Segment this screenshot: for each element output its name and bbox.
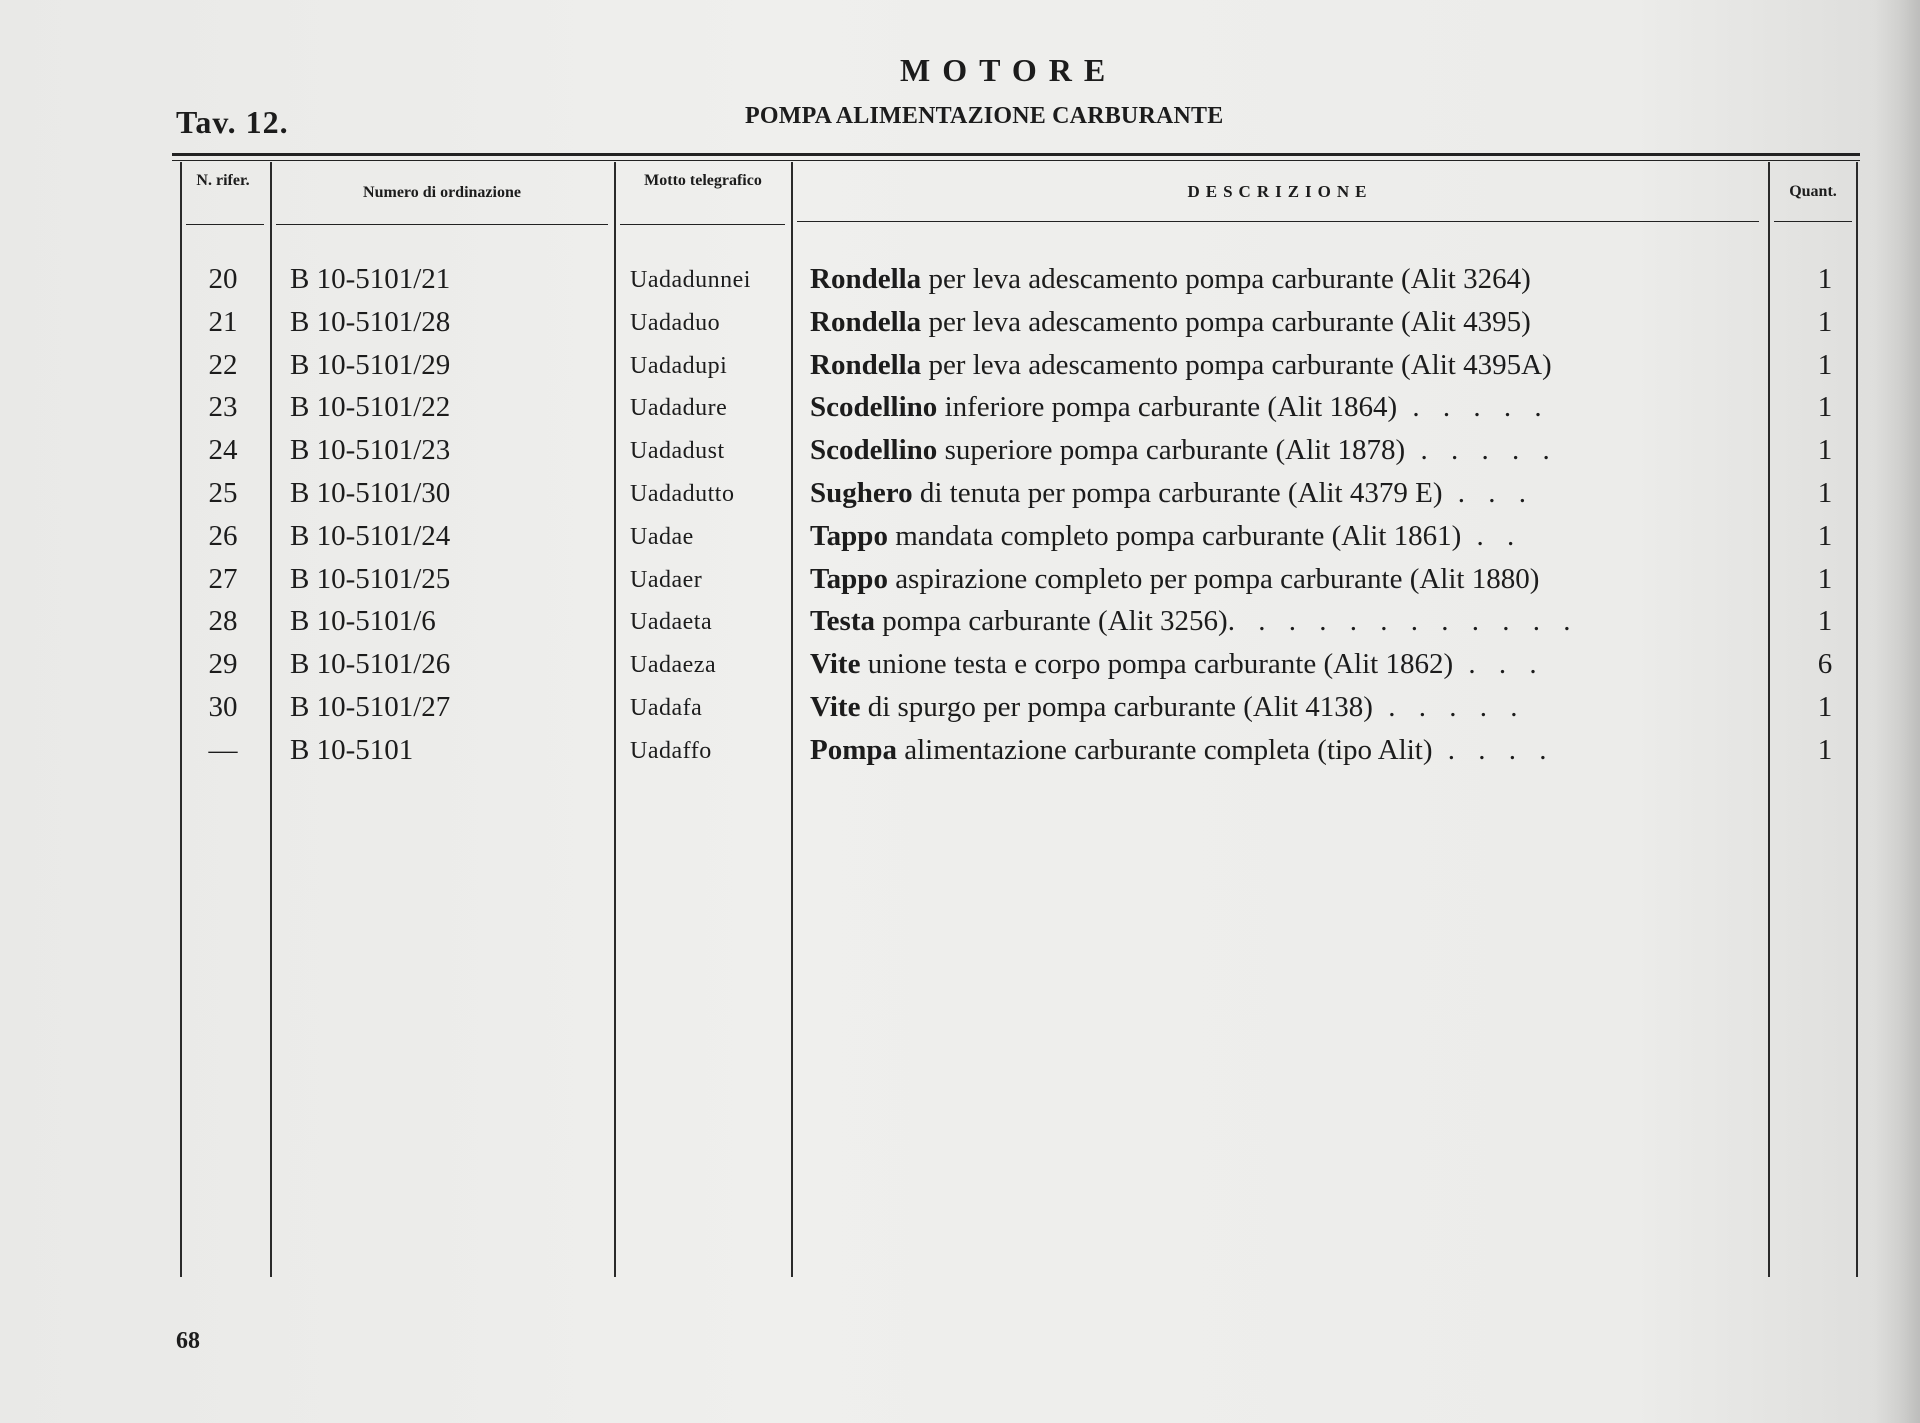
description-text: inferiore pompa carburante (Alit 1864): [937, 391, 1398, 424]
description-text: superiore pompa carburante (Alit 1878): [937, 434, 1406, 467]
order-number: B 10-5101: [290, 733, 414, 766]
table-row: [0, 563, 1920, 606]
table-row: [0, 306, 1920, 349]
header-underline-order: [276, 224, 608, 225]
header-underline-desc: [797, 221, 1759, 222]
description-term: Scodellino: [810, 391, 938, 424]
table-row: [0, 520, 1920, 563]
description: [810, 477, 1748, 510]
page-number: 68: [176, 1328, 200, 1354]
description-term: Vite: [810, 691, 861, 723]
table-row: [0, 477, 1920, 520]
order-number: B 10-5101/25: [290, 562, 451, 595]
leader-dots: . . . . .: [1372, 691, 1526, 723]
description: [810, 391, 1748, 424]
quantity: 1: [1817, 477, 1833, 509]
description-term: Rondella: [810, 263, 922, 295]
table-row: [0, 605, 1920, 648]
description-text: per leva adescamento pompa carburante (Alit 4395): [921, 305, 1531, 338]
header-underline-code: [620, 224, 785, 225]
telegraph-code: Uadae: [630, 523, 694, 550]
leader-dots: . . .: [1442, 477, 1534, 509]
column-header-ref: N. rifer.: [196, 172, 250, 189]
column-header-qty: Quant.: [1789, 183, 1837, 200]
description-term: Rondella: [810, 305, 922, 338]
description: [810, 263, 1748, 296]
ref-number: 24: [208, 434, 238, 467]
page-title: MOTORE: [900, 52, 1118, 88]
quantity: 1: [1817, 562, 1833, 595]
table-row: [0, 691, 1920, 734]
leader-dots: . . . . . . . . . . . .: [1227, 605, 1579, 638]
description-term: Sughero: [810, 477, 913, 509]
ref-number: 28: [208, 605, 238, 638]
ref-number: 25: [208, 477, 238, 509]
order-number: B 10-5101/21: [290, 263, 451, 295]
telegraph-code: Uadaeta: [630, 609, 713, 636]
description-text: di tenuta per pompa carburante (Alit 4379 E): [912, 477, 1443, 509]
table-row: [0, 349, 1920, 392]
description-term: Scodellino: [810, 434, 938, 467]
header-underline-qty: [1774, 221, 1852, 222]
order-number: B 10-5101/22: [290, 391, 451, 424]
description: [810, 734, 1748, 767]
quantity: 1: [1817, 519, 1833, 552]
description: [810, 648, 1748, 681]
quantity: 6: [1817, 648, 1833, 681]
telegraph-code: Uadadunnei: [630, 267, 751, 293]
order-number: B 10-5101/23: [290, 434, 451, 467]
column-header-code: Motto telegrafico: [644, 172, 762, 189]
order-number: B 10-5101/28: [290, 305, 451, 338]
description-text: di spurgo per pompa carburante (Alit 4138): [860, 691, 1373, 723]
quantity: 1: [1817, 348, 1833, 381]
quantity: 1: [1817, 434, 1833, 467]
quantity: 1: [1817, 391, 1833, 424]
order-number: B 10-5101/30: [290, 477, 451, 509]
description: [810, 605, 1748, 638]
page-subtitle: POMPA ALIMENTAZIONE CARBURANTE: [745, 103, 1224, 129]
quantity: 1: [1817, 305, 1833, 338]
telegraph-code: Uadaduo: [630, 309, 721, 336]
table-row: [0, 734, 1920, 777]
description: [810, 563, 1748, 596]
order-number: B 10-5101/29: [290, 348, 451, 381]
leader-dots: . . . . .: [1405, 434, 1558, 467]
ref-number: 27: [208, 562, 238, 595]
plate-number: Tav. 12.: [176, 104, 289, 140]
leader-dots: . . . . .: [1397, 391, 1550, 424]
ref-number: 26: [208, 519, 238, 552]
telegraph-code: Uadadupi: [630, 352, 728, 379]
quantity: 1: [1817, 733, 1833, 766]
telegraph-code: Uadaffo: [630, 737, 712, 764]
description-text: alimentazione carburante completa (tipo Alit): [897, 733, 1433, 766]
description-text: aspirazione completo per pompa carburante (Alit 1880): [887, 562, 1540, 595]
order-number: B 10-5101/6: [290, 605, 436, 638]
telegraph-code: Uadaer: [630, 566, 703, 593]
description-text: mandata completo pompa carburante (Alit 1861): [887, 519, 1462, 552]
telegraph-code: Uadadutto: [630, 481, 735, 507]
description-text: unione testa e corpo pompa carburante (Alit 1862): [860, 648, 1454, 681]
telegraph-code: Uadadust: [630, 438, 725, 465]
ref-number: 21: [208, 305, 238, 338]
quantity: 1: [1817, 263, 1833, 295]
description-term: Testa: [810, 605, 875, 638]
top-rule-thin: [172, 160, 1860, 161]
description-term: Tappo: [810, 519, 888, 552]
telegraph-code: Uadaeza: [630, 652, 717, 679]
description-term: Tappo: [810, 562, 888, 595]
description-text: pompa carburante (Alit 3256): [875, 605, 1228, 638]
table-row: [0, 263, 1920, 306]
leader-dots: . . . .: [1432, 733, 1555, 766]
description-term: Vite: [810, 648, 861, 681]
ref-number: 29: [208, 648, 238, 681]
ref-number: —: [208, 733, 238, 766]
ref-number: 30: [208, 691, 238, 723]
telegraph-code: Uadafa: [630, 695, 703, 721]
quantity: 1: [1817, 605, 1833, 638]
ref-number: 20: [208, 263, 238, 295]
telegraph-code: Uadadure: [630, 395, 728, 422]
description-text: per leva adescamento pompa carburante (Alit 4395A): [921, 348, 1552, 381]
description: [810, 520, 1748, 553]
table-row: [0, 648, 1920, 691]
description: [810, 434, 1748, 467]
leader-dots: . .: [1461, 519, 1523, 552]
description: [810, 691, 1748, 724]
ref-number: 22: [208, 348, 238, 381]
quantity: 1: [1817, 691, 1833, 723]
column-header-order: Numero di ordinazione: [363, 184, 521, 201]
leader-dots: . . .: [1453, 648, 1545, 681]
description-term: Pompa: [810, 733, 897, 766]
ref-number: 23: [208, 391, 238, 424]
table-row: [0, 391, 1920, 434]
header-underline-ref: [186, 224, 264, 225]
order-number: B 10-5101/27: [290, 691, 451, 723]
description-term: Rondella: [810, 348, 922, 381]
table-row: [0, 434, 1920, 477]
description: [810, 349, 1748, 382]
order-number: B 10-5101/24: [290, 519, 451, 552]
description: [810, 306, 1748, 339]
top-rule-thick: [172, 153, 1860, 156]
column-header-desc: DESCRIZIONE: [1187, 182, 1373, 201]
order-number: B 10-5101/26: [290, 648, 451, 681]
description-text: per leva adescamento pompa carburante (Alit 3264): [921, 263, 1531, 295]
